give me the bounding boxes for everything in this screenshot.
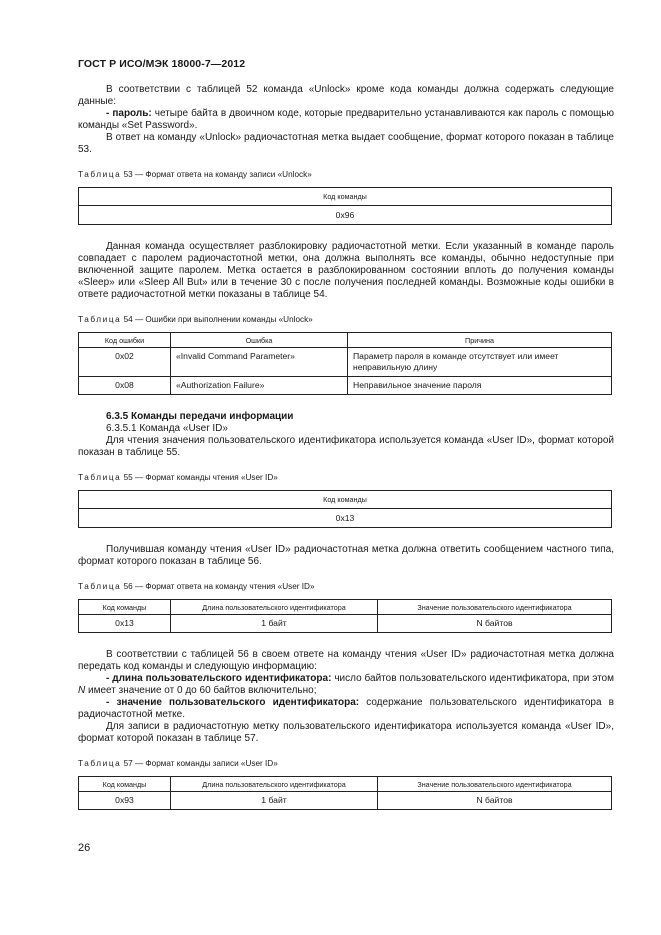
paragraph-5: Для чтения значения пользовательского идентификатора используется команда «User ID», формат которой показан в таблице 55. [78,435,614,458]
table-cell: 0x13 [79,615,171,633]
paragraph-2 [78,108,614,132]
table-row [79,348,612,377]
table-row [79,615,612,633]
paragraph-3: В ответ на команду «Unlock» радиочастотная метка выдает сообщение, формат которого показан в таблице 53. [78,132,614,155]
table-54-header: Причина [348,333,612,348]
table-53-header: Код команды [79,188,612,206]
table-57-header: Длина пользовательского идентификатора [171,777,378,792]
paragraph-7: В соответствии с таблицей 56 в своем ответе на команду чтения «User ID» радиочастотная метка должна передать код команды и следующую информацию: [78,649,614,672]
paragraph-10: Для записи в радиочастотную метку пользовательского идентификатора используется команда «User ID», формат которой показан в таблице 57. [78,721,614,744]
section-heading-6-3-5: 6.3.5 Команды передачи информации [106,411,294,422]
table-cell: 1 байт [171,615,378,633]
table-row [79,377,612,395]
document-header: ГОСТ Р ИСО/МЭК 18000-7—2012 [78,58,246,70]
table-55-caption: Таблица 55 — Формат команды чтения «User ID» [78,473,278,482]
table-cell: «Invalid Command Parameter» [171,348,348,377]
paragraph-2-text: четыре байта в двоичном коде, которые предварительно устанавливаются как пароль с помощью команды «Set Password». [78,108,615,131]
table-54-caption: Таблица 54 — Ошибки при выполнении команды «Unlock» [78,315,313,324]
table-cell: Неправильное значение пароля [348,377,612,395]
paragraph-1: В соответствии с таблицей 52 команда «Unlock» кроме кода команды должна содержать следующие данные: [78,84,614,107]
table-56-caption: Таблица 56 — Формат ответа на команду чтения «User ID» [78,582,315,591]
paragraph-4: Данная команда осуществляет разблокировку радиочастотной метки. Если указанный в команде пароль совпадает с паролем радиочастотной метки, она должна выполнять все команды, обычно недоступные при включенной защите паролем. Метка остается в разблокированном состоянии вплоть до получения команды «Sleep» или «Sleep All But» или в течение 30 с после получения последней команды. Возможные коды ошибки в ответе радиочастотной метки показаны в таблице 54. [78,241,614,300]
table-cell: «Authorization Failure» [171,377,348,395]
table-cell: N байтов [378,615,612,633]
table-56-header: Значение пользовательского идентификатора [378,600,612,615]
table-53-value: 0x96 [79,206,612,225]
section-heading-6-3-5-1: 6.3.5.1 Команда «User ID» [106,423,228,434]
table-57-caption: Таблица 57 — Формат команды записи «User ID» [78,759,278,768]
table-53 [78,187,612,225]
table-cell: Параметр пароля в команде отсутствует или имеет неправильную длину [348,348,612,377]
table-cell: N байтов [378,792,612,810]
paragraph-6: Получившая команду чтения «User ID» радиочастотная метка должна ответить сообщением частного типа, формат которого показан в таблице 56. [78,544,614,567]
table-cell: 0x93 [79,792,171,810]
table-54 [78,332,612,395]
table-57-header: Код команды [79,777,171,792]
paragraph-8: - длина пользовательского идентификатора: число байтов пользовательского идентификатора, при этом N имеет значение от 0 до 60 байтов включительно; [78,673,614,696]
table-56-header: Длина пользовательского идентификатора [171,600,378,615]
table-54-header: Код ошибки [79,333,171,348]
document-page [78,58,614,810]
table-cell: 0x08 [79,377,171,395]
paragraph-9: - значение пользовательского идентификатора: содержание пользовательского идентификатора в радиочастотной метке. [78,697,614,720]
table-cell: 0x02 [79,348,171,377]
table-54-header: Ошибка [171,333,348,348]
table-56 [78,599,612,633]
table-row [79,792,612,810]
table-55 [78,490,612,528]
term-user-id-value: - значение пользовательского идентификатора: [106,697,360,708]
table-53-caption: Таблица 53 — Формат ответа на команду записи «Unlock» [78,170,312,179]
table-55-header: Код команды [79,491,612,509]
term-user-id-length: - длина пользовательского идентификатора: [106,673,332,684]
table-57-header: Значение пользовательского идентификатора [378,777,612,792]
page-number: 26 [78,842,91,854]
table-55-value: 0x13 [79,509,612,528]
term-password: - пароль: [106,108,152,119]
table-57 [78,776,612,810]
table-56-header: Код команды [79,600,171,615]
table-cell: 1 байт [171,792,378,810]
